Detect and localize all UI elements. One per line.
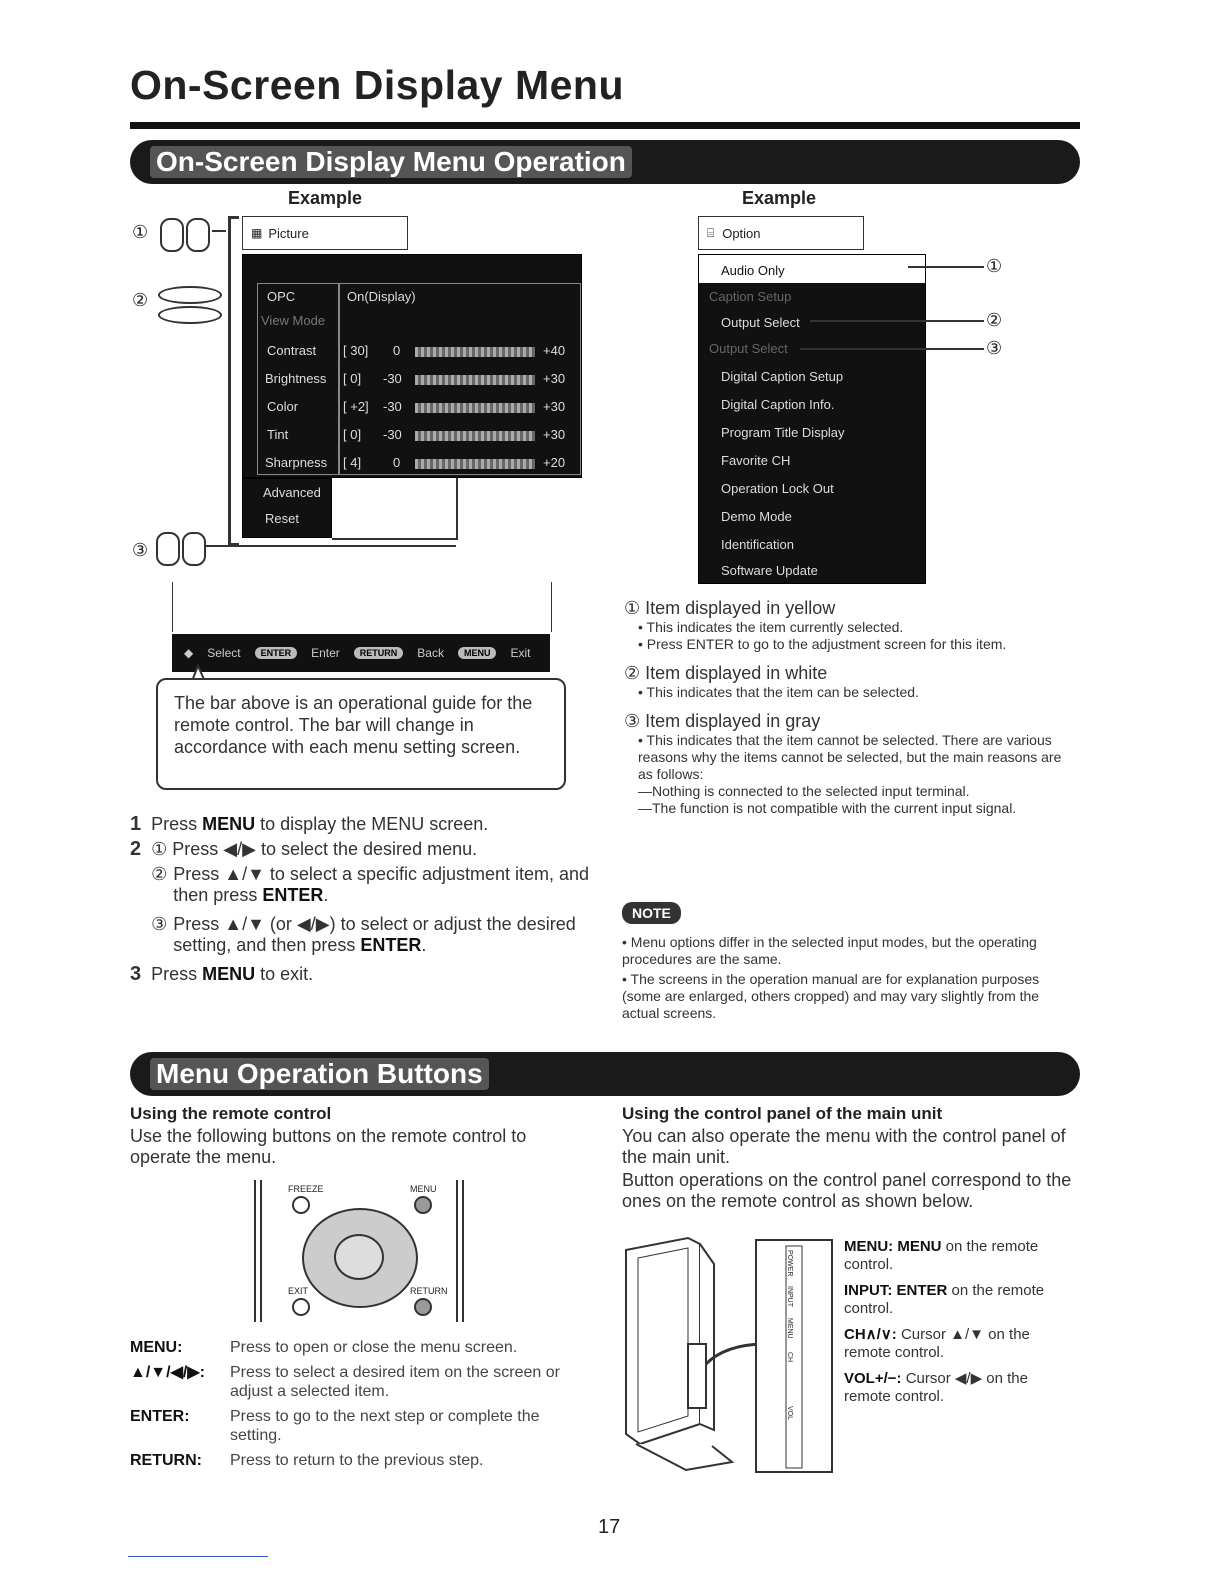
def-return-key: RETURN: <box>130 1452 202 1469</box>
guide-bar-frame <box>172 582 552 632</box>
step-2-number: 2 <box>130 838 142 860</box>
option-item-digital-caption-info[interactable]: Digital Caption Info. <box>721 397 835 412</box>
def-cursor-key: ▲/▼/◀/▶: <box>130 1364 205 1381</box>
bracket-line-2 <box>332 478 458 540</box>
color-max: +30 <box>543 399 566 414</box>
exp-3-dash-1: —Nothing is connected to the selected input terminal. <box>638 783 970 799</box>
panel-intro-2: Button operations on the control panel correspond to the ones on the remote control as shown below. <box>622 1170 1072 1211</box>
panel-def-menu-bold: MENU <box>897 1238 942 1255</box>
option-item-output-select[interactable]: Output Select <box>721 315 800 330</box>
step-2-sub-3 <box>151 914 600 956</box>
section-heading-text: On-Screen Display Menu Operation <box>150 146 632 178</box>
exp-2-title: Item displayed in white <box>645 663 828 683</box>
exp-3-title: Item displayed in gray <box>645 711 821 731</box>
section2-heading-text: Menu Operation Buttons <box>150 1058 489 1090</box>
freeze-button[interactable] <box>292 1196 310 1214</box>
color-min: -30 <box>383 399 402 414</box>
exp-3-bullet-1-text: This indicates that the item cannot be selected. There are various reasons why the items cannot be selected, but the main reasons are as follows: <box>638 732 1062 782</box>
guide-exit: Exit <box>510 646 531 660</box>
panel-title: Using the control panel of the main unit <box>622 1104 943 1123</box>
panel-label-input: INPUT <box>786 1286 793 1307</box>
step-3-bold: MENU <box>202 964 256 984</box>
exp-3-dash-2: —The function is not compatible with the current input signal. <box>638 800 1017 816</box>
bracket-line <box>228 216 239 546</box>
brightness-min: -30 <box>383 371 402 386</box>
contrast-max: +40 <box>543 343 566 358</box>
picture-menu-screen-lower <box>242 478 332 538</box>
sub-3-mark: ③ <box>151 914 168 934</box>
pointer-line-2 <box>810 320 984 322</box>
menu-tab-option <box>698 216 864 250</box>
sharpness-min: 0 <box>393 455 401 470</box>
panel-label-vol: VOL <box>786 1406 793 1421</box>
sharpness-max: +20 <box>543 455 566 470</box>
enter-key-icon: ENTER <box>255 647 298 659</box>
def-enter-value: Press to go to the next step or complete the setting. <box>230 1408 540 1444</box>
exp-1-bullet-2-text: Press ENTER to go to the adjustment screen for this item. <box>646 636 1007 652</box>
option-item-demo-mode[interactable]: Demo Mode <box>721 509 792 524</box>
panel-def-input <box>844 1282 1078 1318</box>
menu-item-advanced[interactable]: Advanced <box>263 485 321 500</box>
page-title: On-Screen Display Menu <box>130 62 625 108</box>
freeze-label: FREEZE <box>288 1184 324 1194</box>
option-item-caption-setup: Caption Setup <box>709 289 792 304</box>
step-1-post: to display the MENU screen. <box>255 814 489 834</box>
menu-item-color[interactable]: Color <box>267 399 299 414</box>
option-icon: ⌸ <box>707 225 715 240</box>
option-item-digital-caption-setup[interactable]: Digital Caption Setup <box>721 369 844 384</box>
panel-def-input-bold: ENTER <box>896 1282 948 1299</box>
step-2-sub-1 <box>151 839 600 860</box>
note-1: • Menu options differ in the selected input modes, but the operating procedures are the same. <box>622 934 1037 967</box>
explanation-2 <box>624 663 1074 701</box>
panel-def-ch-key: CH∧/∨: <box>844 1326 897 1343</box>
menu-label: MENU <box>410 1184 437 1194</box>
return-button[interactable] <box>414 1298 432 1316</box>
contrast-min: 0 <box>393 343 401 358</box>
picture-menu-screen <box>242 254 582 478</box>
contrast-slider[interactable] <box>415 347 535 357</box>
left-right-buttons-icon <box>160 218 184 252</box>
option-item-output-select-gray: Output Select <box>709 341 788 356</box>
left-right-buttons-icon-4 <box>182 532 206 566</box>
step-2 <box>130 839 600 964</box>
option-tab-label: Option <box>722 225 761 241</box>
sub-2-text: Press ▲/▼ to select a specific adjustment item, and then press <box>173 864 590 905</box>
exit-button[interactable] <box>292 1298 310 1316</box>
section-heading-operation <box>130 140 1080 184</box>
exp-1-bullet-1-text: This indicates the item currently selected. <box>646 619 904 635</box>
panel-label-ch: CH <box>786 1352 793 1363</box>
panel-def-ch-value: Cursor ▲/▼ on the remote control. <box>844 1326 1030 1361</box>
opc-value: On(Display) <box>347 289 416 304</box>
sub-1-mark: ① <box>151 839 168 859</box>
menu-item-contrast[interactable]: Contrast <box>267 343 317 358</box>
sub-2-mark: ② <box>151 864 168 884</box>
marker-1-left: ① <box>132 222 149 242</box>
tint-min: -30 <box>383 427 402 442</box>
return-key-icon: RETURN <box>354 647 404 659</box>
menu-item-reset[interactable]: Reset <box>265 511 299 526</box>
exp-2-bullet-1: • This indicates that the item can be selected. <box>638 684 919 700</box>
select-icon: ◆ <box>184 646 194 660</box>
remote-title: Using the remote control <box>130 1104 332 1123</box>
return-label: RETURN <box>410 1286 448 1296</box>
note-1-text: Menu options differ in the selected input modes, but the operating procedures are the same. <box>622 934 1037 967</box>
def-menu-value: Press to open or close the menu screen. <box>230 1339 518 1356</box>
remote-def-return <box>130 1451 590 1470</box>
menu-item-sharpness[interactable]: Sharpness <box>265 455 328 470</box>
pointer-line-3 <box>800 348 984 350</box>
step-1-bold: MENU <box>202 814 256 834</box>
menu-item-brightness[interactable]: Brightness <box>265 371 327 386</box>
step-3-number: 3 <box>130 963 142 985</box>
exit-label: EXIT <box>288 1286 309 1296</box>
section-heading-buttons <box>130 1052 1080 1096</box>
tint-value: [ 0] <box>343 427 362 442</box>
panel-def-vol-value: Cursor ◀/▶ on the remote control. <box>844 1370 1028 1405</box>
marker-3-left: ③ <box>132 540 149 560</box>
title-rule <box>130 122 1080 129</box>
note-2-text: The screens in the operation manual are for explanation purposes (some are enlarged, others cropped) and may vary slightly from the actual screens. <box>622 971 1040 1021</box>
tv-illustration <box>616 1234 836 1478</box>
guide-select: Select <box>207 646 241 660</box>
menu-tab-picture <box>242 216 408 250</box>
menu-item-tint[interactable]: Tint <box>267 427 289 442</box>
note-badge: NOTE <box>622 902 681 924</box>
connector-line-3 <box>206 545 456 547</box>
panel-intro-1: You can also operate the menu with the control panel of the main unit. <box>622 1126 1066 1167</box>
menu-tab-label: Picture <box>268 225 309 241</box>
exp-3-dash-1-text: Nothing is connected to the selected input terminal. <box>652 783 970 799</box>
sub-3-bold: ENTER <box>360 935 422 955</box>
callout-box: The bar above is an operational guide for the remote control. The bar will change in accordance with each menu setting screen. <box>156 678 566 790</box>
sharpness-value: [ 4] <box>343 455 362 470</box>
def-return-value: Press to return to the previous step. <box>230 1452 484 1469</box>
step-2-sub-2 <box>151 864 600 906</box>
sub-3-text: Press ▲/▼ (or ◀/▶) to select or adjust the desired setting, and then press <box>173 914 576 955</box>
sharpness-slider[interactable] <box>415 459 535 469</box>
option-item-favorite-ch[interactable]: Favorite CH <box>721 453 791 468</box>
sub-2-bold: ENTER <box>262 885 324 905</box>
page-number: 17 <box>598 1516 621 1538</box>
remote-defs <box>130 1338 590 1470</box>
step-2-subs <box>151 839 600 964</box>
tint-max: +30 <box>543 427 566 442</box>
remote-edge-right <box>456 1180 464 1322</box>
step-3-pre: Press <box>151 964 203 984</box>
panel-def-menu <box>844 1238 1078 1274</box>
marker-2-right: ② <box>986 310 1003 330</box>
def-cursor-value: Press to select a desired item on the screen or adjust a selected item. <box>230 1364 560 1400</box>
panel-label-menu: MENU <box>786 1318 793 1339</box>
step-1-pre: Press <box>151 814 203 834</box>
brightness-slider[interactable] <box>415 375 535 385</box>
menu-item-opc[interactable]: OPC <box>267 289 296 304</box>
tint-slider[interactable] <box>415 431 535 441</box>
panel-defs <box>844 1238 1078 1406</box>
example-label-left: Example <box>288 188 363 208</box>
option-item-program-title[interactable]: Program Title Display <box>721 425 845 440</box>
up-button-icon <box>158 286 222 304</box>
exp-2-bullet-1-text: This indicates that the item can be selected. <box>646 684 919 700</box>
left-right-buttons-icon-2 <box>186 218 210 252</box>
marker-2-left: ② <box>132 290 149 310</box>
panel-def-vol-key: VOL+/−: <box>844 1370 902 1387</box>
def-menu-key: MENU: <box>130 1339 183 1356</box>
color-slider[interactable] <box>415 403 535 413</box>
connector-line <box>212 230 226 232</box>
option-item-audio-only[interactable]: Audio Only <box>721 263 785 278</box>
exp-3-dash-2-text: The function is not compatible with the current input signal. <box>652 800 1017 816</box>
exp-1-title: Item displayed in yellow <box>645 598 836 618</box>
step-1-number: 1 <box>130 813 142 835</box>
def-enter-key: ENTER: <box>130 1408 190 1425</box>
exp-3-mark: ③ <box>624 711 641 731</box>
guide-back: Back <box>417 646 444 660</box>
option-item-software-update[interactable]: Software Update <box>721 563 818 578</box>
panel-def-menu-key: MENU: <box>844 1238 894 1255</box>
explanation-3 <box>624 711 1074 817</box>
color-value: [ +2] <box>343 399 369 414</box>
menu-button[interactable] <box>414 1196 432 1214</box>
step-1 <box>130 814 600 835</box>
step-3 <box>130 964 600 985</box>
down-button-icon <box>158 306 222 324</box>
contrast-value: [ 30] <box>343 343 369 358</box>
sub-3-post: . <box>421 935 427 955</box>
exp-1-bullet-1: • This indicates the item currently selected. <box>638 619 904 635</box>
step-3-post: to exit. <box>255 964 314 984</box>
panel-def-vol <box>844 1370 1078 1406</box>
explanation-1 <box>624 598 1074 653</box>
picture-icon: ▦ <box>251 226 263 240</box>
option-item-identification[interactable]: Identification <box>721 537 794 552</box>
marker-3-right: ③ <box>986 338 1003 358</box>
notes-list <box>622 934 1072 1022</box>
panel-def-input-value: on the remote control. <box>844 1282 1045 1317</box>
exp-1-bullet-2: • Press ENTER to go to the adjustment screen for this item. <box>638 636 1007 652</box>
remote-def-menu <box>130 1338 590 1357</box>
option-menu-screen <box>698 254 926 584</box>
panel-label-power: POWER <box>786 1250 793 1277</box>
pointer-line-1 <box>908 266 984 268</box>
brightness-max: +30 <box>543 371 566 386</box>
option-item-operation-lock-out[interactable]: Operation Lock Out <box>721 481 834 496</box>
marker-1-right: ① <box>986 256 1003 276</box>
panel-def-ch <box>844 1326 1078 1362</box>
footer-line <box>128 1556 268 1557</box>
sub-2-post: . <box>323 885 329 905</box>
remote-def-enter <box>130 1407 590 1445</box>
example-label-right: Example <box>742 188 817 208</box>
explanations <box>624 598 1074 817</box>
steps-list <box>130 814 600 985</box>
operation-guide-bar <box>172 634 550 672</box>
note-2: • The screens in the operation manual are for explanation purposes (some are enlarged, others cropped) and may vary slightly from the actual screens. <box>622 971 1040 1021</box>
panel-def-menu-value: on the remote control. <box>844 1238 1039 1273</box>
remote-edge-left <box>254 1180 262 1322</box>
menu-key-icon: MENU <box>458 647 497 659</box>
panel-def-input-key: INPUT: <box>844 1282 893 1299</box>
remote-intro: Use the following buttons on the remote control to operate the menu. <box>130 1126 527 1167</box>
enter-button[interactable] <box>334 1234 384 1280</box>
exp-1-mark: ① <box>624 598 641 618</box>
exp-3-bullet-1: • This indicates that the item cannot be selected. There are various reasons why the items cannot be selected, but the main reasons are as follows: <box>638 732 1062 782</box>
brightness-value: [ 0] <box>343 371 362 386</box>
menu-item-view-mode: View Mode <box>261 313 326 328</box>
remote-def-cursor <box>130 1363 590 1401</box>
exp-2-mark: ② <box>624 663 641 683</box>
sub-1-text: Press ◀/▶ to select the desired menu. <box>172 839 478 859</box>
guide-enter: Enter <box>311 646 340 660</box>
left-right-buttons-icon-3 <box>156 532 180 566</box>
